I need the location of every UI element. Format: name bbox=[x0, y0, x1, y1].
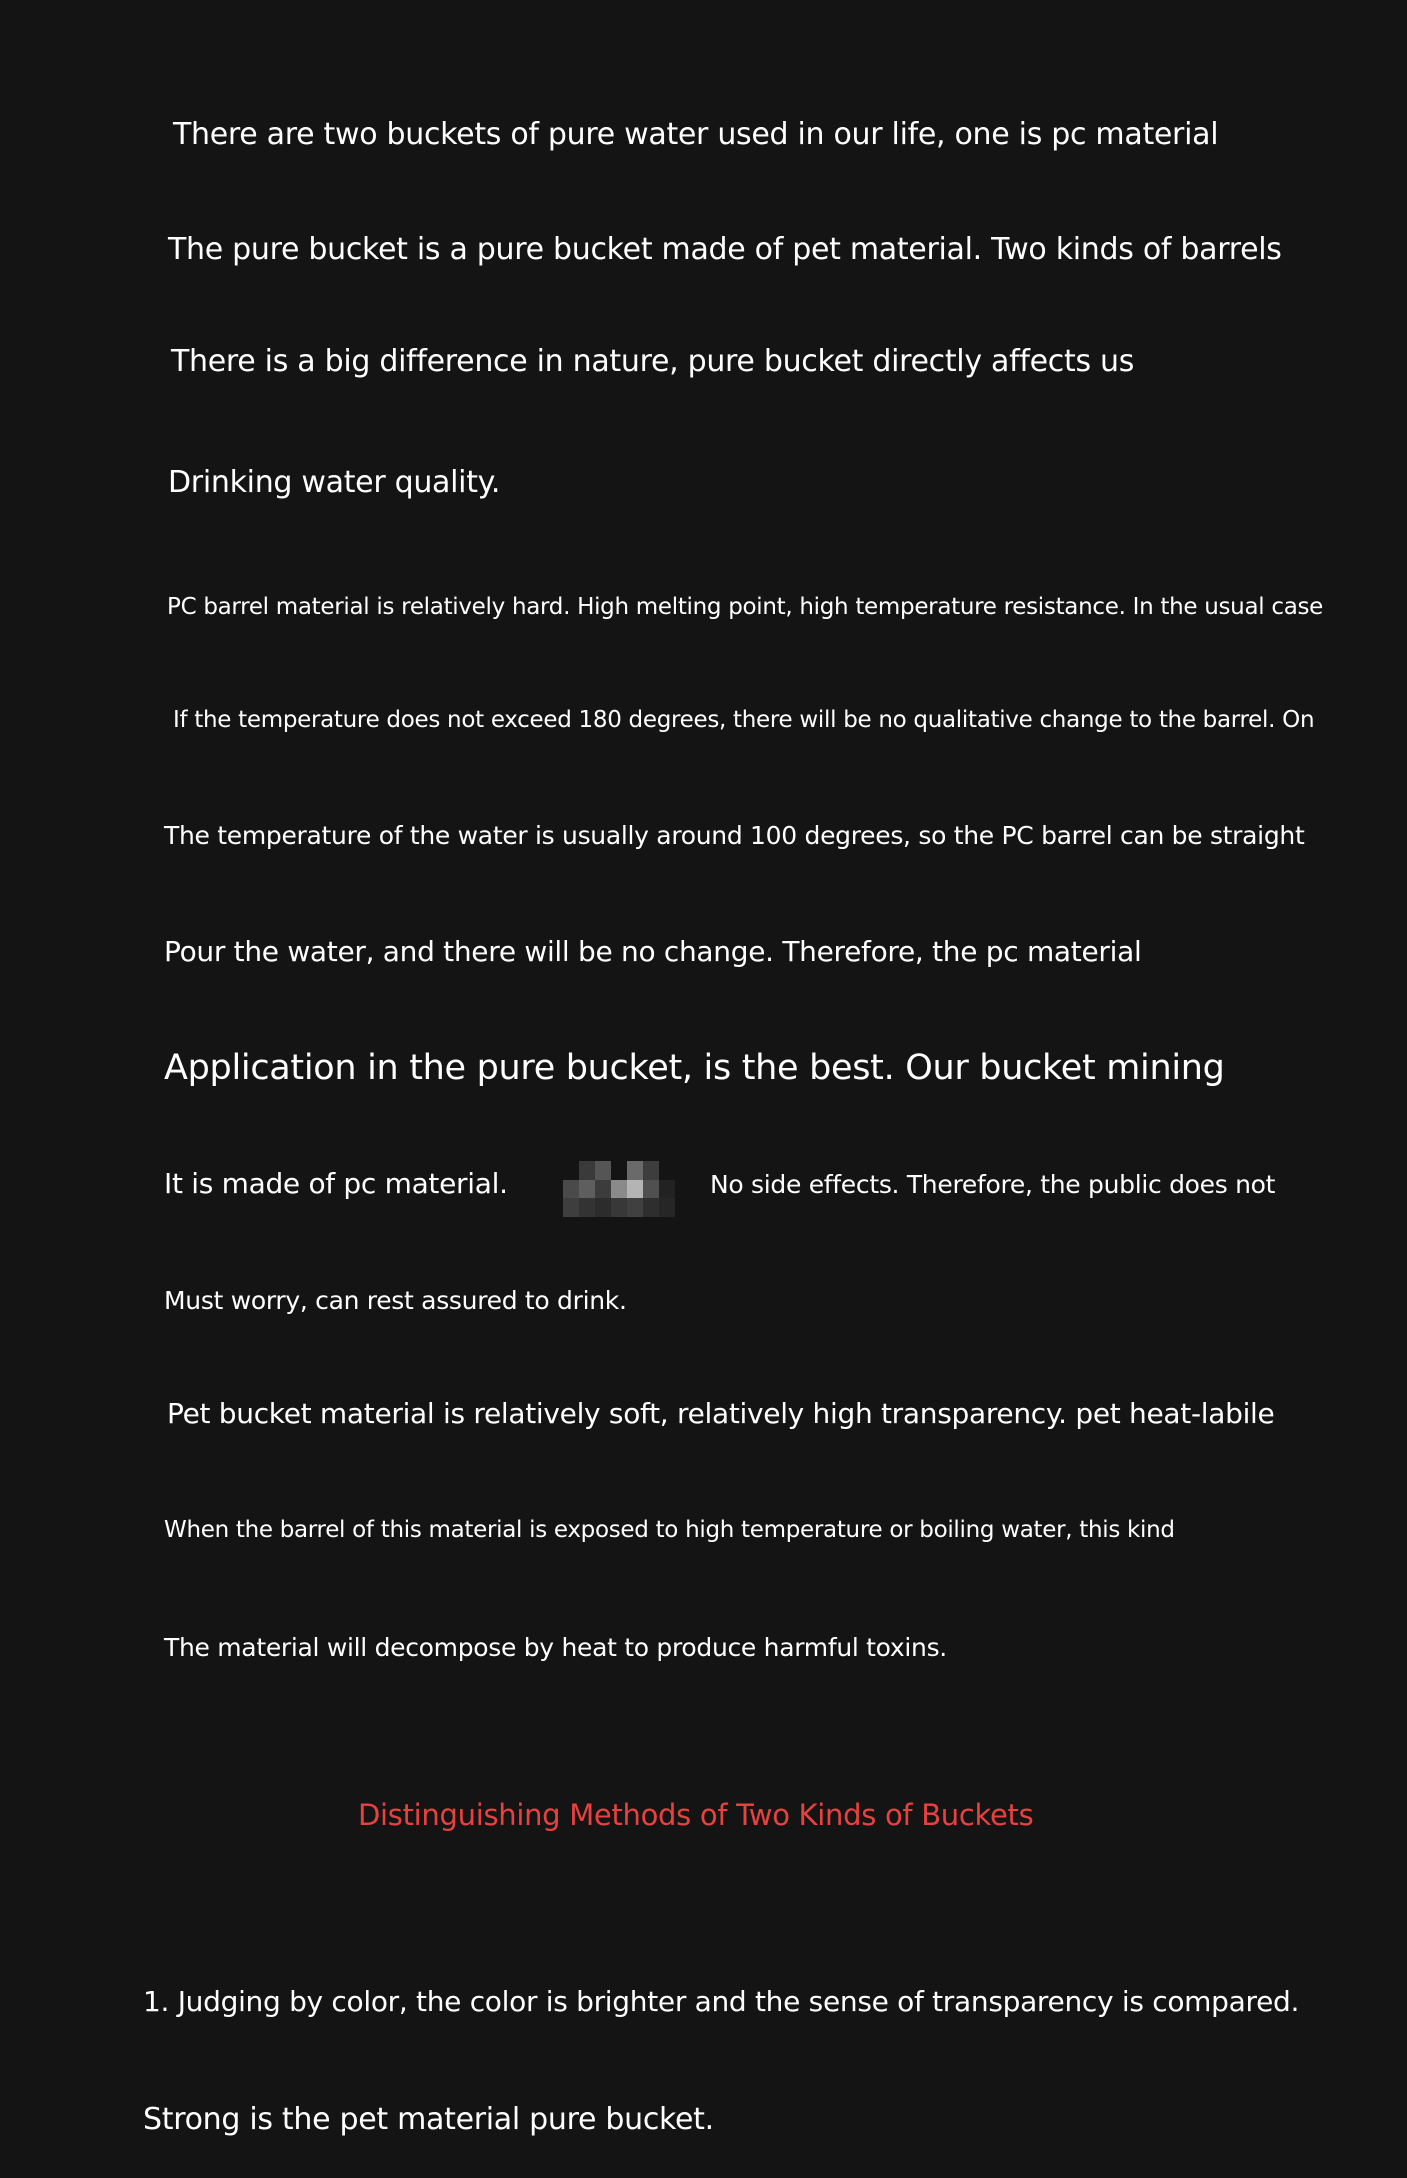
pixelated-image bbox=[563, 1161, 675, 1217]
text-line: No side effects. Therefore, the public does not bbox=[710, 1170, 1276, 1199]
text-line: Pour the water, and there will be no change. Therefore, the pc material bbox=[164, 935, 1142, 968]
text-line: If the temperature does not exceed 180 degrees, there will be no qualitative change to the barrel. On bbox=[173, 707, 1315, 733]
text-line: Must worry, can rest assured to drink. bbox=[164, 1286, 627, 1315]
text-line: PC barrel material is relatively hard. High melting point, high temperature resistance. In the usual case bbox=[167, 594, 1324, 620]
text-line: When the barrel of this material is exposed to high temperature or boiling water, this kind bbox=[164, 1517, 1175, 1543]
text-line: The temperature of the water is usually around 100 degrees, so the PC barrel can be straight bbox=[164, 821, 1305, 850]
text-line: Drinking water quality. bbox=[168, 465, 501, 500]
text-line: It is made of pc material. bbox=[164, 1167, 508, 1200]
text-line: The pure bucket is a pure bucket made of pet material. Two kinds of barrels bbox=[168, 232, 1282, 267]
text-line: Pet bucket material is relatively soft, relatively high transparency. pet heat-labile bbox=[167, 1397, 1275, 1430]
text-line: The material will decompose by heat to produce harmful toxins. bbox=[164, 1633, 947, 1662]
text-line: Strong is the pet material pure bucket. bbox=[143, 2102, 714, 2137]
text-line: There is a big difference in nature, pure bucket directly affects us bbox=[171, 344, 1135, 379]
text-line: Application in the pure bucket, is the best. Our bucket mining bbox=[164, 1048, 1225, 1088]
section-heading: Distinguishing Methods of Two Kinds of Buckets bbox=[358, 1798, 1034, 1832]
text-line: There are two buckets of pure water used in our life, one is pc material bbox=[173, 117, 1219, 152]
text-line: 1. Judging by color, the color is brighter and the sense of transparency is compared. bbox=[143, 1985, 1300, 2018]
